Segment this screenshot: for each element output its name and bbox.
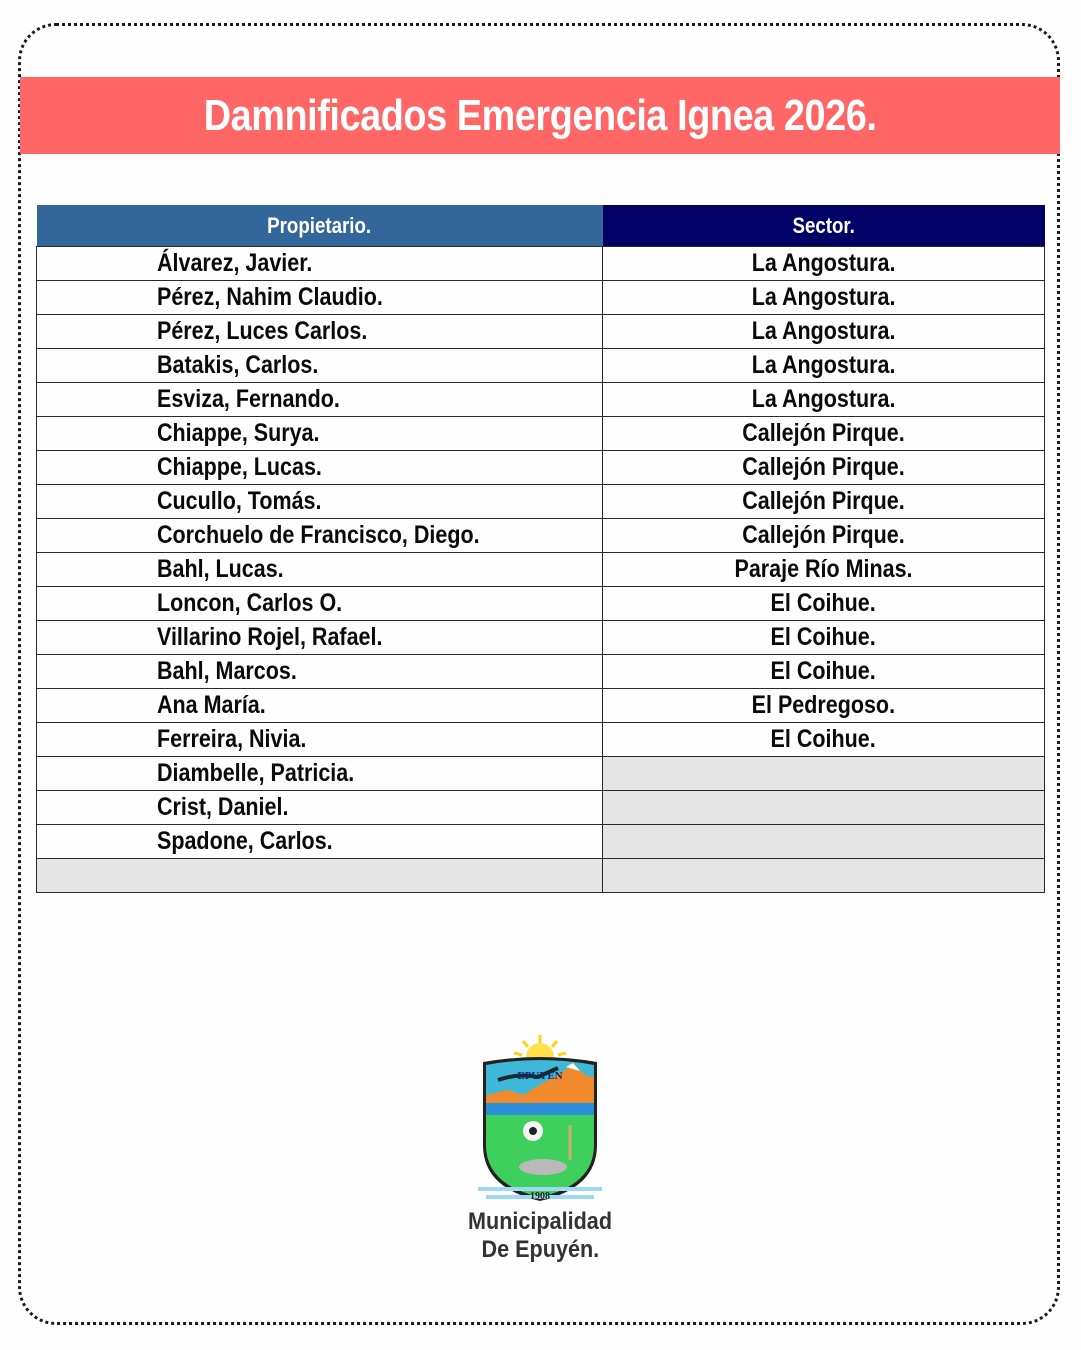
sector-cell: La Angostura.: [603, 315, 1045, 349]
owner-cell: Villarino Rojel, Rafael.: [37, 621, 603, 655]
sector-cell: El Coihue.: [603, 723, 1045, 757]
crest-text: EPUYEN: [517, 1070, 563, 1082]
table-row: [37, 587, 1045, 621]
sector-cell: [603, 757, 1045, 791]
sector-cell: La Angostura.: [603, 383, 1045, 417]
sector-cell: [603, 791, 1045, 825]
owner-cell: Pérez, Luces Carlos.: [37, 315, 603, 349]
owner-cell: Bahl, Marcos.: [37, 655, 603, 689]
founding-year: 1908: [530, 1191, 550, 1202]
owner-cell: Loncon, Carlos O.: [37, 587, 603, 621]
municipality-line-1: Municipalidad: [467, 1208, 612, 1235]
owner-cell: Crist, Daniel.: [37, 791, 603, 825]
sector-cell: La Angostura.: [603, 247, 1045, 281]
sector-cell: La Angostura.: [603, 281, 1045, 315]
title-banner: [20, 77, 1060, 154]
sector-cell: Paraje Río Minas.: [603, 553, 1045, 587]
table-header-row: [37, 205, 1045, 247]
sector-cell: La Angostura.: [603, 349, 1045, 383]
owner-cell: Batakis, Carlos.: [37, 349, 603, 383]
owner-cell: Corchuelo de Francisco, Diego.: [37, 519, 603, 553]
table-row: [37, 485, 1045, 519]
owner-cell: Cucullo, Tomás.: [37, 485, 603, 519]
municipality-name: [430, 1208, 650, 1264]
sector-cell: El Coihue.: [603, 587, 1045, 621]
table-row: [37, 791, 1045, 825]
owner-cell: [37, 859, 603, 893]
table-row: [37, 553, 1045, 587]
column-header-propietario: Propietario.: [37, 205, 603, 247]
owner-cell: Ferreira, Nivia.: [37, 723, 603, 757]
owner-cell: Esviza, Fernando.: [37, 383, 603, 417]
table-row: [37, 383, 1045, 417]
owner-cell: Ana María.: [37, 689, 603, 723]
sector-cell: Callejón Pirque.: [603, 485, 1045, 519]
table-row: [37, 757, 1045, 791]
table-row: [37, 315, 1045, 349]
column-header-sector: Sector.: [603, 205, 1045, 247]
municipality-line-2: De Epuyén.: [481, 1236, 599, 1263]
sector-cell: Callejón Pirque.: [603, 451, 1045, 485]
sector-cell: El Pedregoso.: [603, 689, 1045, 723]
table-row: [37, 349, 1045, 383]
owner-cell: Bahl, Lucas.: [37, 553, 603, 587]
table-row: [37, 859, 1045, 893]
page-title: Damnificados Emergencia Ignea 2026.: [203, 90, 877, 140]
owner-cell: Pérez, Nahim Claudio.: [37, 281, 603, 315]
table-row: [37, 247, 1045, 281]
table-row: [37, 655, 1045, 689]
owner-cell: Diambelle, Patricia.: [37, 757, 603, 791]
sector-cell: El Coihue.: [603, 621, 1045, 655]
sector-cell: Callejón Pirque.: [603, 417, 1045, 451]
owner-cell: Chiappe, Lucas.: [37, 451, 603, 485]
table-row: [37, 825, 1045, 859]
owner-cell: Spadone, Carlos.: [37, 825, 603, 859]
table-row: [37, 451, 1045, 485]
sector-cell: [603, 825, 1045, 859]
table-row: [37, 621, 1045, 655]
owner-cell: Álvarez, Javier.: [37, 247, 603, 281]
table-row: [37, 519, 1045, 553]
owner-cell: Chiappe, Surya.: [37, 417, 603, 451]
table-row: [37, 723, 1045, 757]
table-row: [37, 689, 1045, 723]
damnificados-table: [36, 205, 1045, 893]
sector-cell: El Coihue.: [603, 655, 1045, 689]
municipal-coat-of-arms-icon: [478, 1035, 602, 1205]
table-row: [37, 281, 1045, 315]
table-row: [37, 417, 1045, 451]
sector-cell: Callejón Pirque.: [603, 519, 1045, 553]
sector-cell: [603, 859, 1045, 893]
